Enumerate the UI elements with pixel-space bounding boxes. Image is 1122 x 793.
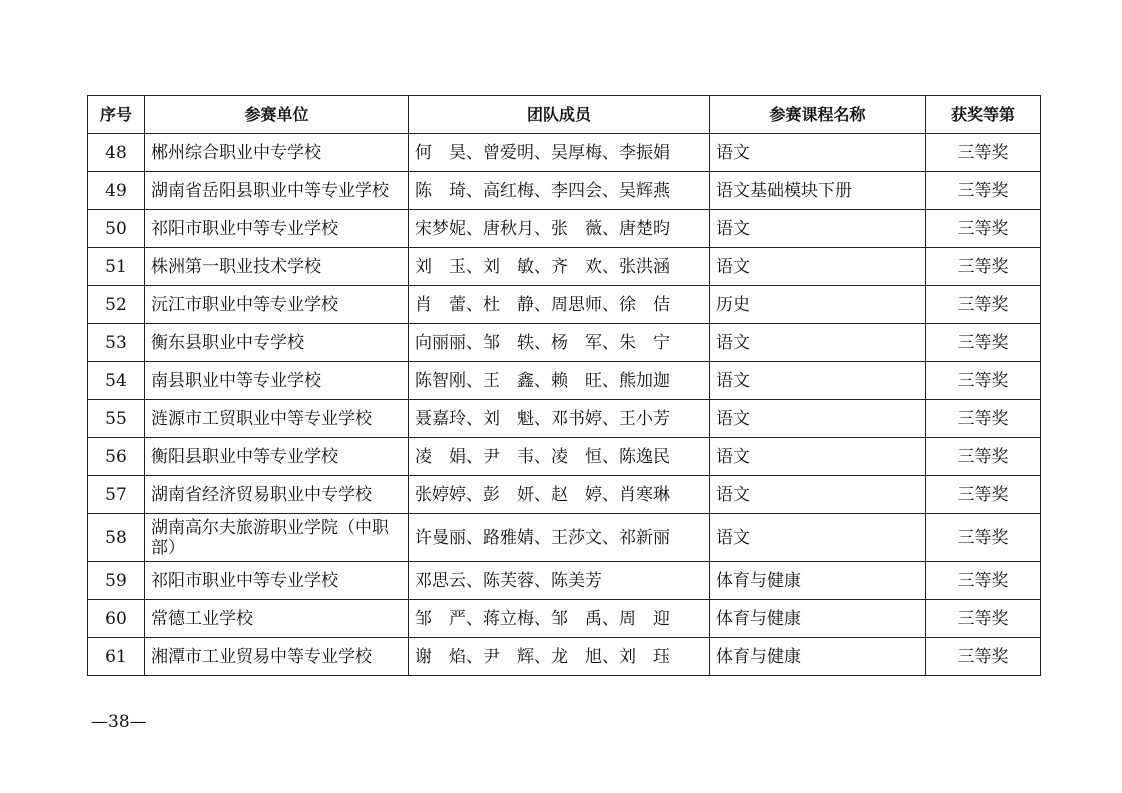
table-header-row xyxy=(88,96,1041,134)
cell-serial-number: 56 xyxy=(88,438,145,476)
table-row xyxy=(88,248,1041,286)
cell-serial-number: 50 xyxy=(88,210,145,248)
cell-team-members: 陈智刚、王 鑫、赖 旺、熊加迦 xyxy=(409,362,710,400)
cell-award-level: 三等奖 xyxy=(926,438,1041,476)
cell-serial-number: 49 xyxy=(88,172,145,210)
table-row xyxy=(88,362,1041,400)
cell-award-level: 三等奖 xyxy=(926,638,1041,676)
cell-team-members: 谢 焰、尹 辉、龙 旭、刘 珏 xyxy=(409,638,710,676)
table-row xyxy=(88,400,1041,438)
cell-award-level: 三等奖 xyxy=(926,248,1041,286)
cell-course-name: 语文 xyxy=(710,324,926,362)
cell-award-level: 三等奖 xyxy=(926,362,1041,400)
cell-participating-unit: 湖南省岳阳县职业中等专业学校 xyxy=(145,172,409,210)
cell-award-level: 三等奖 xyxy=(926,562,1041,600)
cell-team-members: 邓思云、陈芙蓉、陈美芳 xyxy=(409,562,710,600)
cell-award-level: 三等奖 xyxy=(926,514,1041,562)
cell-team-members: 向丽丽、邹 轶、杨 军、朱 宁 xyxy=(409,324,710,362)
cell-team-members: 聂嘉玲、刘 魁、邓书婷、王小芳 xyxy=(409,400,710,438)
cell-award-level: 三等奖 xyxy=(926,172,1041,210)
cell-participating-unit: 衡东县职业中专学校 xyxy=(145,324,409,362)
cell-course-name: 语文基础模块下册 xyxy=(710,172,926,210)
cell-team-members: 邹 严、蒋立梅、邹 禹、周 迎 xyxy=(409,600,710,638)
cell-participating-unit: 沅江市职业中等专业学校 xyxy=(145,286,409,324)
cell-participating-unit: 涟源市工贸职业中等专业学校 xyxy=(145,400,409,438)
cell-course-name: 语文 xyxy=(710,400,926,438)
cell-course-name: 语文 xyxy=(710,248,926,286)
cell-team-members: 何 昊、曾爱明、吴厚梅、李振娟 xyxy=(409,134,710,172)
awards-table xyxy=(87,95,1041,676)
cell-participating-unit: 湘潭市工业贸易中等专业学校 xyxy=(145,638,409,676)
cell-course-name: 语文 xyxy=(710,362,926,400)
cell-team-members: 许曼丽、路雅婧、王莎文、祁新丽 xyxy=(409,514,710,562)
cell-serial-number: 57 xyxy=(88,476,145,514)
table-row xyxy=(88,562,1041,600)
cell-participating-unit: 湖南省经济贸易职业中专学校 xyxy=(145,476,409,514)
cell-serial-number: 53 xyxy=(88,324,145,362)
table-row xyxy=(88,638,1041,676)
cell-participating-unit: 衡阳县职业中等专业学校 xyxy=(145,438,409,476)
header-course-name: 参赛课程名称 xyxy=(710,96,926,134)
page-number: —38— xyxy=(91,712,147,732)
cell-course-name: 体育与健康 xyxy=(710,600,926,638)
cell-serial-number: 52 xyxy=(88,286,145,324)
cell-serial-number: 55 xyxy=(88,400,145,438)
cell-serial-number: 48 xyxy=(88,134,145,172)
cell-team-members: 肖 蕾、杜 静、周思师、徐 佶 xyxy=(409,286,710,324)
cell-award-level: 三等奖 xyxy=(926,600,1041,638)
cell-serial-number: 61 xyxy=(88,638,145,676)
cell-course-name: 语文 xyxy=(710,514,926,562)
cell-serial-number: 58 xyxy=(88,514,145,562)
cell-course-name: 语文 xyxy=(710,476,926,514)
cell-serial-number: 54 xyxy=(88,362,145,400)
cell-team-members: 刘 玉、刘 敏、齐 欢、张洪涵 xyxy=(409,248,710,286)
cell-course-name: 体育与健康 xyxy=(710,562,926,600)
cell-team-members: 陈 琦、高红梅、李四会、吴辉燕 xyxy=(409,172,710,210)
cell-award-level: 三等奖 xyxy=(926,134,1041,172)
header-team-members: 团队成员 xyxy=(409,96,710,134)
cell-participating-unit: 祁阳市职业中等专业学校 xyxy=(145,562,409,600)
cell-course-name: 语文 xyxy=(710,210,926,248)
cell-team-members: 凌 娟、尹 韦、凌 恒、陈逸民 xyxy=(409,438,710,476)
cell-participating-unit: 南县职业中等专业学校 xyxy=(145,362,409,400)
table-row xyxy=(88,210,1041,248)
cell-award-level: 三等奖 xyxy=(926,324,1041,362)
table-row xyxy=(88,172,1041,210)
table-row xyxy=(88,286,1041,324)
cell-participating-unit: 郴州综合职业中专学校 xyxy=(145,134,409,172)
cell-serial-number: 60 xyxy=(88,600,145,638)
cell-serial-number: 59 xyxy=(88,562,145,600)
cell-award-level: 三等奖 xyxy=(926,286,1041,324)
table-row xyxy=(88,514,1041,562)
cell-serial-number: 51 xyxy=(88,248,145,286)
cell-course-name: 语文 xyxy=(710,134,926,172)
header-award-level: 获奖等第 xyxy=(926,96,1041,134)
cell-course-name: 历史 xyxy=(710,286,926,324)
header-serial-number: 序号 xyxy=(88,96,145,134)
cell-participating-unit: 湖南高尔夫旅游职业学院（中职部） xyxy=(145,514,409,562)
table-row xyxy=(88,600,1041,638)
cell-participating-unit: 祁阳市职业中等专业学校 xyxy=(145,210,409,248)
cell-award-level: 三等奖 xyxy=(926,210,1041,248)
cell-course-name: 语文 xyxy=(710,438,926,476)
cell-participating-unit: 株洲第一职业技术学校 xyxy=(145,248,409,286)
table-row xyxy=(88,438,1041,476)
table-row xyxy=(88,476,1041,514)
cell-team-members: 宋梦妮、唐秋月、张 薇、唐楚昀 xyxy=(409,210,710,248)
table-row xyxy=(88,324,1041,362)
table-row xyxy=(88,134,1041,172)
cell-team-members: 张婷婷、彭 妍、赵 婷、肖寒琳 xyxy=(409,476,710,514)
cell-award-level: 三等奖 xyxy=(926,400,1041,438)
cell-award-level: 三等奖 xyxy=(926,476,1041,514)
cell-participating-unit: 常德工业学校 xyxy=(145,600,409,638)
cell-course-name: 体育与健康 xyxy=(710,638,926,676)
header-participating-unit: 参赛单位 xyxy=(145,96,409,134)
